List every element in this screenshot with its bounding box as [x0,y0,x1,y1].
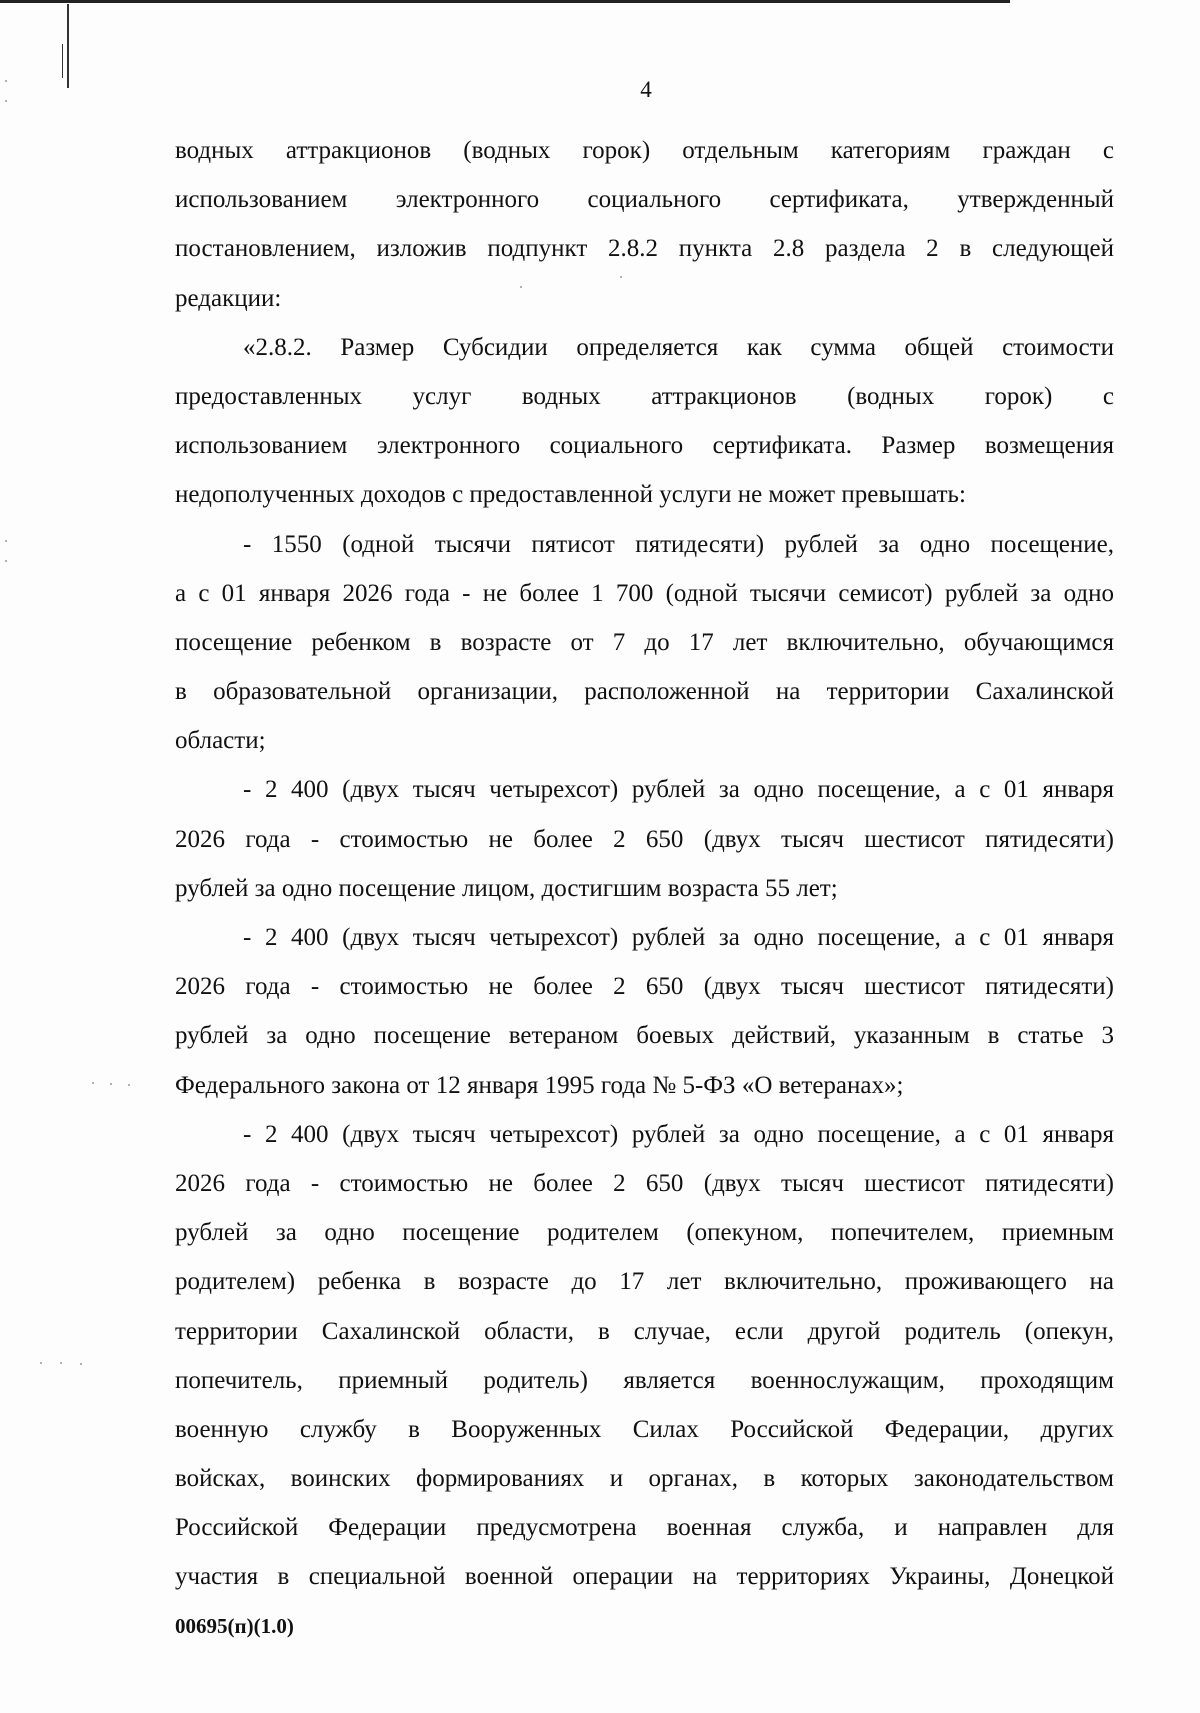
text-line: в образовательной организации, расположенной на территории Сахалинской [175,678,1114,706]
text-line: участия в специальной военной операции на территориях Украины, Донецкой [175,1563,1114,1591]
scan-speck [92,1082,94,1084]
text-line: родителем) ребенка в возрасте до 17 лет включительно, проживающего на [175,1268,1114,1296]
scan-speck [5,560,7,562]
text-line: 2026 года - стоимостью не более 2 650 (двух тысяч шестисот пятидесяти) [175,1169,1114,1197]
text-line: - 2 400 (двух тысяч четырехсот) рублей за одно посещение, а с 01 января [243,776,1114,804]
text-line: территории Сахалинской области, в случае, если другой родитель (опекун, [175,1317,1114,1345]
scan-speck [520,286,522,288]
text-line: области; [175,727,266,755]
scan-margin-mark [67,4,69,88]
document-code: 00695(п)(1.0) [175,1614,294,1638]
text-line: рублей за одно посещение лицом, достигшим возраста 55 лет; [175,874,838,902]
scan-speck [5,100,7,102]
text-line: рублей за одно посещение родителем (опекуном, попечителем, приемным [175,1219,1114,1247]
text-line: Российской Федерации предусмотрена военная служба, и направлен для [175,1514,1114,1542]
text-line: войсках, воинских формированиях и органах, в которых законодательством [175,1465,1114,1493]
text-line: 2026 года - стоимостью не более 2 650 (двух тысяч шестисот пятидесяти) [175,973,1114,1001]
text-line: предоставленных услуг водных аттракционов (водных горок) с [175,382,1114,410]
text-line: - 2 400 (двух тысяч четырехсот) рублей за одно посещение, а с 01 января [243,1120,1114,1148]
text-line: рублей за одно посещение ветераном боевых действий, указанным в статье 3 [175,1022,1114,1050]
text-line: постановлением, изложив подпункт 2.8.2 пункта 2.8 раздела 2 в следующей [175,235,1114,263]
text-line: использованием электронного социального сертификата. Размер возмещения [175,432,1114,460]
text-line: водных аттракционов (водных горок) отдельным категориям граждан с [175,137,1114,164]
text-line: использованием электронного социального сертификата, утвержденный [175,186,1114,214]
scan-speck [5,540,7,542]
text-line: попечитель, приемный родитель) является военнослужащим, проходящим [175,1366,1114,1394]
scan-speck [60,1362,62,1364]
text-line: а с 01 января 2026 года - не более 1 700 (одной тысячи семисот) рублей за одно [175,579,1114,607]
scan-speck [40,1362,42,1364]
scan-margin-mark-secondary [62,44,63,78]
text-line: посещение ребенком в возрасте от 7 до 17 лет включительно, обучающимся [175,628,1114,656]
scan-speck [80,1363,82,1365]
text-line: «2.8.2. Размер Субсидии определяется как сумма общей стоимости [243,333,1114,361]
text-line: недополученных доходов с предоставленной услуги не может превышать: [175,481,966,509]
document-body [175,126,1114,1602]
scan-speck [620,276,622,278]
scan-speck [110,1083,112,1085]
page-number: 4 [640,77,652,102]
scan-speck [128,1084,130,1086]
text-line: Федерального закона от 12 января 1995 года № 5-ФЗ «О ветеранах»; [175,1071,904,1099]
text-line: военную службу в Вооруженных Силах Российской Федерации, других [175,1415,1114,1443]
text-line: 2026 года - стоимостью не более 2 650 (двух тысяч шестисот пятидесяти) [175,825,1114,853]
text-line: - 2 400 (двух тысяч четырехсот) рублей за одно посещение, а с 01 января [243,924,1114,951]
text-line: редакции: [175,284,282,312]
scan-speck [5,80,7,82]
scan-border-line [0,0,1010,3]
text-line: - 1550 (одной тысячи пятисот пятидесяти) рублей за одно посещение, [243,530,1114,558]
